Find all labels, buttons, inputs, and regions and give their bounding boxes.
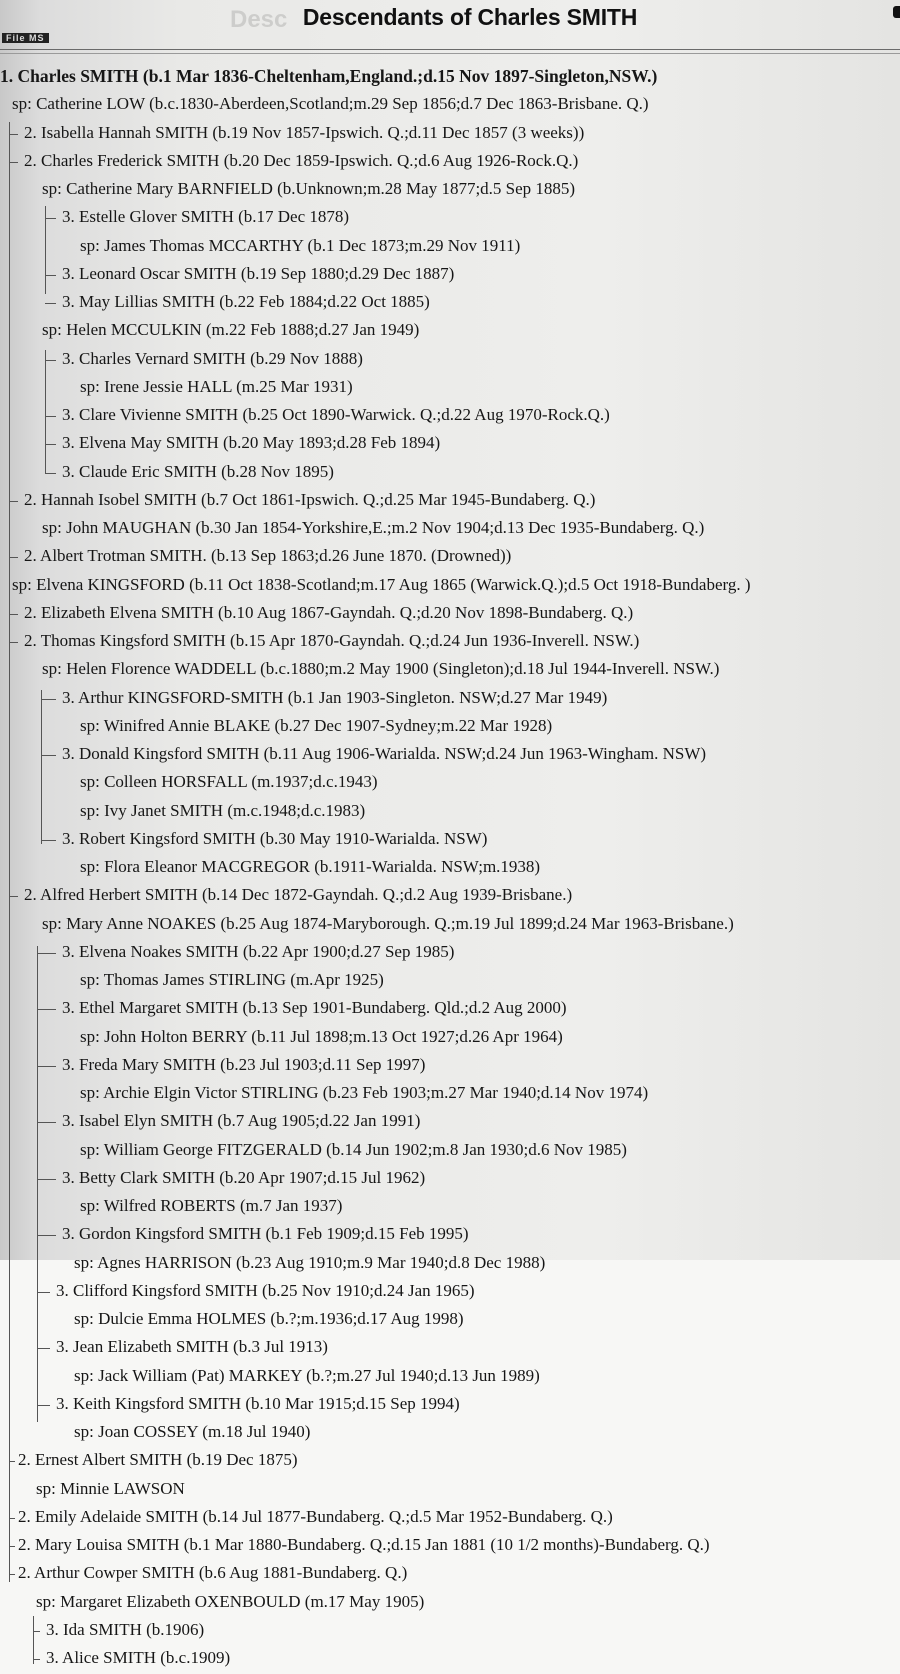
tree-branch-tick — [45, 303, 56, 304]
spouse-entry: sp: Joan COSSEY (m.18 Jul 1940) — [74, 1422, 311, 1441]
tree-branch-tick — [37, 1348, 50, 1349]
descendant-entry: 3. Freda Mary SMITH (b.23 Jul 1903;d.11 Sep 1997) — [62, 1054, 426, 1074]
tree-connector — [41, 690, 42, 844]
descendant-entry: 3. Elvena Noakes SMITH (b.22 Apr 1900;d.27 Sep 1985) — [62, 941, 455, 961]
tree-branch-tick — [45, 416, 56, 417]
descendant-entry: 2. Hannah Isobel SMITH (b.7 Oct 1861-Ipswich. Q.;d.25 Mar 1945-Bundaberg. Q.) — [24, 489, 596, 509]
descendant-entry: 1. Charles SMITH (b.1 Mar 1836-Cheltenham,England.;d.15 Nov 1897-Singleton,NSW.) — [0, 66, 658, 86]
descendant-entry: 3. Clifford Kingsford SMITH (b.25 Nov 1910;d.24 Jan 1965) — [56, 1280, 475, 1300]
spouse-entry: sp: Flora Eleanor MACGREGOR (b.1911-Warialda. NSW;m.1938) — [80, 857, 541, 876]
spouse-entry: sp: Helen Florence WADDELL (b.c.1880;m.2 May 1900 (Singleton);d.18 Jul 1944-Inverell. NSW.) — [42, 659, 720, 679]
tree-branch-tick — [45, 360, 56, 361]
descendant-entry: 2. Emily Adelaide SMITH (b.14 Jul 1877-Bundaberg. Q.;d.5 Mar 1952-Bundaberg. Q.) — [18, 1506, 613, 1526]
tree-connector — [33, 1616, 34, 1664]
spouse-entry: sp: James Thomas MCCARTHY (b.1 Dec 1873;m.29 Nov 1911) — [80, 235, 521, 255]
spouse-entry: sp: Colleen HORSFALL (m.1937;d.c.1943) — [80, 772, 378, 792]
tree-branch-tick — [37, 1179, 56, 1180]
spouse-entry: sp: Helen MCCULKIN (m.22 Feb 1888;d.27 Jan 1949) — [42, 320, 420, 340]
page-title: Descendants of Charles SMITH — [302, 4, 638, 30]
spouse-entry: sp: Jack William (Pat) MARKEY (b.?;m.27 Jul 1940;d.13 Jun 1989) — [74, 1365, 540, 1385]
tree-branch-tick — [37, 1009, 56, 1010]
spouse-entry: sp: Archie Elgin Victor STIRLING (b.23 Feb 1903;m.27 Mar 1940;d.14 Nov 1974) — [80, 1083, 649, 1102]
tree-branch-tick — [45, 473, 56, 474]
descendant-entry: 3. Alice SMITH (b.c.1909) — [46, 1648, 231, 1667]
tree-branch-tick — [37, 1292, 50, 1293]
descendant-entry: 3. Arthur KINGSFORD-SMITH (b.1 Jan 1903-Singleton. NSW;d.27 Mar 1949) — [62, 687, 608, 707]
tree-branch-tick — [37, 953, 56, 954]
spouse-entry: sp: Catherine LOW (b.c.1830-Aberdeen,Scotland;m.29 Sep 1856;d.7 Dec 1863-Brisbane. Q.) — [12, 94, 649, 114]
tree-branch-tick — [41, 755, 56, 756]
descendant-entry: 3. Betty Clark SMITH (b.20 Apr 1907;d.15 Jul 1962) — [62, 1167, 426, 1187]
descendant-entry: 3. Jean Elizabeth SMITH (b.3 Jul 1913) — [56, 1337, 328, 1357]
spouse-entry: sp: Margaret Elizabeth OXENBOULD (m.17 May 1905) — [36, 1591, 425, 1611]
bleed-through-title: Desc — [230, 6, 288, 33]
spouse-entry: sp: William George FITZGERALD (b.14 Jun 1902;m.8 Jan 1930;d.6 Nov 1985) — [80, 1139, 627, 1159]
tree-branch-tick — [37, 1122, 56, 1123]
descendant-entry: 2. Arthur Cowper SMITH (b.6 Aug 1881-Bundaberg. Q.) — [18, 1563, 408, 1583]
tree-branch-tick — [37, 1066, 56, 1067]
descendant-entry: 2. Elizabeth Elvena SMITH (b.10 Aug 1867-Gayndah. Q.;d.20 Nov 1898-Bundaberg. Q.) — [24, 602, 634, 622]
spouse-entry: sp: Dulcie Emma HOLMES (b.?;m.1936;d.17 Aug 1998) — [74, 1309, 464, 1328]
spouse-entry: sp: Catherine Mary BARNFIELD (b.Unknown;m.28 May 1877;d.5 Sep 1885) — [42, 179, 576, 198]
spouse-entry: sp: John Holton BERRY (b.11 Jul 1898;m.13 Oct 1927;d.26 Apr 1964) — [80, 1026, 563, 1046]
tree-branch-tick — [9, 614, 18, 615]
descendant-entry: 3. May Lillias SMITH (b.22 Feb 1884;d.22 Oct 1885) — [62, 292, 430, 311]
descendant-entry: 3. Ida SMITH (b.1906) — [46, 1619, 205, 1639]
tree-branch-tick — [37, 1405, 50, 1406]
tree-branch-tick — [9, 557, 18, 558]
tree-connector — [45, 350, 46, 474]
tree-branch-tick — [45, 218, 56, 219]
descendant-entry: 3. Isabel Elyn SMITH (b.7 Aug 1905;d.22 Jan 1991) — [62, 1111, 421, 1131]
descendant-entry: 3. Charles Vernard SMITH (b.29 Nov 1888) — [62, 348, 363, 368]
spouse-entry: sp: Agnes HARRISON (b.23 Aug 1910;m.9 Mar 1940;d.8 Dec 1988) — [74, 1252, 546, 1272]
descendant-entry: 3. Elvena May SMITH (b.20 May 1893;d.28 Feb 1894) — [62, 433, 441, 453]
tree-branch-tick — [9, 134, 18, 135]
spouse-entry: sp: Wilfred ROBERTS (m.7 Jan 1937) — [80, 1196, 343, 1215]
descendant-entry: 3. Estelle Glover SMITH (b.17 Dec 1878) — [62, 207, 350, 227]
file-stamp: File MS — [2, 33, 49, 43]
spouse-entry: sp: Mary Anne NOAKES (b.25 Aug 1874-Maryborough. Q.;m.19 Jul 1899;d.24 Mar 1963-Brisbane.) — [42, 913, 734, 933]
spouse-entry: sp: Minnie LAWSON — [36, 1478, 185, 1498]
tree-branch-tick — [45, 275, 56, 276]
descendant-entry: 2. Isabella Hannah SMITH (b.19 Nov 1857-Ipswich. Q.;d.11 Dec 1857 (3 weeks)) — [24, 122, 585, 142]
tree-branch-tick — [33, 1631, 40, 1632]
tree-branch-tick — [9, 501, 18, 502]
descendant-entry: 2. Mary Louisa SMITH (b.1 Mar 1880-Bundaberg. Q.;d.15 Jan 1881 (10 1/2 months)-Bundaberg. Q.) — [18, 1535, 710, 1554]
spouse-entry: sp: Elvena KINGSFORD (b.11 Oct 1838-Scotland;m.17 Aug 1865 (Warwick.Q.);d.5 Oct 1918-Bundaberg. ) — [12, 574, 751, 594]
descendant-entry: 2. Ernest Albert SMITH (b.19 Dec 1875) — [18, 1450, 298, 1470]
tree-branch-tick — [45, 444, 56, 445]
descendant-entry: 3. Claude Eric SMITH (b.28 Nov 1895) — [62, 461, 334, 481]
descendant-entry: 3. Gordon Kingsford SMITH (b.1 Feb 1909;d.15 Feb 1995) — [62, 1224, 469, 1244]
tree-connector — [37, 946, 38, 1422]
spouse-entry: sp: Thomas James STIRLING (m.Apr 1925) — [80, 970, 384, 989]
tree-branch-tick — [9, 896, 18, 897]
descendant-entry: 3. Ethel Margaret SMITH (b.13 Sep 1901-Bundaberg. Qld.;d.2 Aug 2000) — [62, 998, 567, 1018]
descendant-entry: 2. Alfred Herbert SMITH (b.14 Dec 1872-Gayndah. Q.;d.2 Aug 1939-Brisbane.) — [24, 885, 573, 905]
descendant-entry: 2. Charles Frederick SMITH (b.20 Dec 1859-Ipswich. Q.;d.6 Aug 1926-Rock.Q.) — [24, 150, 579, 170]
descendant-entry: 3. Robert Kingsford SMITH (b.30 May 1910-Warialda. NSW) — [62, 828, 488, 848]
tree-branch-tick — [9, 1546, 15, 1547]
descendant-entry: 3. Leonard Oscar SMITH (b.19 Sep 1880;d.29 Dec 1887) — [62, 263, 455, 283]
tree-branch-tick — [33, 1659, 40, 1660]
spouse-entry: sp: John MAUGHAN (b.30 Jan 1854-Yorkshire,E.;m.2 Nov 1904;d.13 Dec 1935-Bundaberg. Q.) — [42, 518, 705, 537]
descendant-entry: 3. Keith Kingsford SMITH (b.10 Mar 1915;d.15 Sep 1994) — [56, 1393, 460, 1413]
descendant-entry: 2. Thomas Kingsford SMITH (b.15 Apr 1870-Gayndah. Q.;d.24 Jun 1936-Inverell. NSW.) — [24, 631, 640, 650]
tree-branch-tick — [9, 642, 18, 643]
tree-connector — [9, 122, 10, 1582]
spouse-entry: sp: Ivy Janet SMITH (m.c.1948;d.c.1983) — [80, 800, 366, 820]
descendant-entry: 2. Albert Trotman SMITH. (b.13 Sep 1863;d.26 June 1870. (Drowned)) — [24, 546, 512, 566]
descendant-entry: 3. Donald Kingsford SMITH (b.11 Aug 1906-Warialda. NSW;d.24 Jun 1963-Wingham. NSW) — [62, 744, 707, 763]
tree-branch-tick — [41, 840, 56, 841]
tree-branch-tick — [9, 162, 18, 163]
tree-branch-tick — [9, 1518, 15, 1519]
tree-branch-tick — [9, 1574, 15, 1575]
tree-branch-tick — [9, 1461, 15, 1462]
descendant-entry: 3. Clare Vivienne SMITH (b.25 Oct 1890-Warwick. Q.;d.22 Aug 1970-Rock.Q.) — [62, 405, 610, 424]
spouse-entry: sp: Irene Jessie HALL (m.25 Mar 1931) — [80, 376, 353, 396]
spouse-entry: sp: Winifred Annie BLAKE (b.27 Dec 1907-Sydney;m.22 Mar 1928) — [80, 715, 553, 735]
tree-branch-tick — [41, 699, 56, 700]
tree-branch-tick — [37, 1235, 56, 1236]
